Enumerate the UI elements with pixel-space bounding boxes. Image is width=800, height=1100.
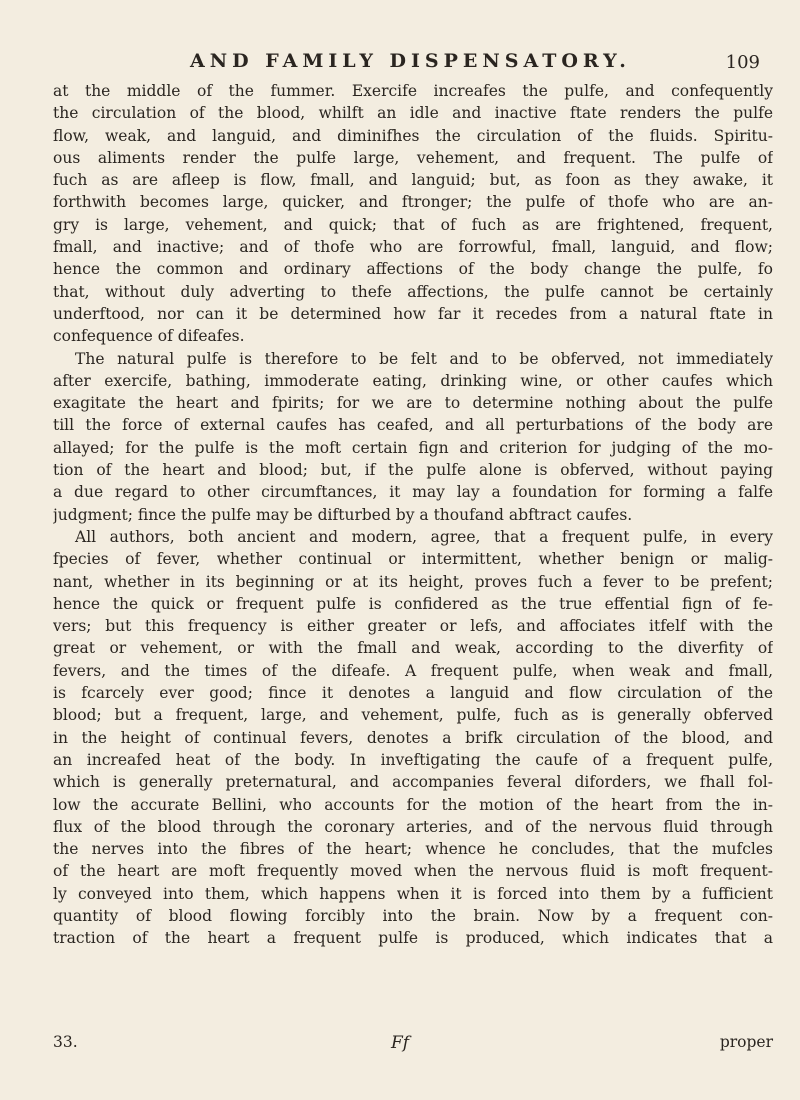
- text-line: nant, whether in its beginning or at its height, proves fuch a fever to be prefent;: [53, 572, 773, 591]
- text-line: fmall, and inactive; and of thofe who are forrowful, fmall, languid, and flow;: [53, 238, 773, 257]
- running-head: AND FAMILY DISPENSATORY.: [190, 50, 631, 72]
- text-line: judgment; fince the pulfe may be difturbed by a thoufand abftract caufes.: [53, 505, 633, 524]
- text-line: of the heart are moft frequently moved when the nervous fluid is moft frequent-: [53, 862, 773, 881]
- text-line: ous aliments render the pulfe large, vehement, and frequent. The pulfe of: [53, 148, 773, 167]
- text-line: hence the quick or frequent pulfe is confidered as the true effential fign of fe-: [53, 594, 773, 613]
- text-line: underftood, nor can it be determined how far it recedes from a natural ftate in: [53, 304, 773, 323]
- text-line: at the middle of the fummer. Exercife increafes the pulfe, and confequently: [53, 82, 773, 100]
- text-line: blood; but a frequent, large, and vehement, pulfe, fuch as is generally obferved: [53, 706, 773, 725]
- text-line: the nerves into the fibres of the heart; whence he concludes, that the mufcles: [53, 840, 773, 859]
- folio-signature: Ff: [391, 1033, 410, 1053]
- text-line: after exercife, bathing, immoderate eating, drinking wine, or other caufes which: [53, 371, 773, 390]
- text-line: vers; but this frequency is either greater or lefs, and affociates itfelf with the: [53, 617, 773, 636]
- text-line: hence the common and ordinary affections of the body change the pulfe, fo: [53, 260, 773, 279]
- page-header: [50, 50, 760, 80]
- text-line: which is generally preternatural, and accompanies feveral diforders, we fhall fol-: [53, 773, 773, 792]
- text-line: fevers, and the times of the difeafe. A frequent pulfe, when weak and fmall,: [53, 661, 773, 680]
- text-line: forthwith becomes large, quicker, and ftronger; the pulfe of thofe who are an-: [53, 193, 773, 212]
- paragraph: [53, 526, 773, 950]
- text-line: traction of the heart a frequent pulfe is produced, which indicates that a: [53, 929, 773, 948]
- text-line: an increafed heat of the body. In inveftigating the caufe of a frequent pulfe,: [53, 750, 773, 769]
- text-line: flow, weak, and languid, and diminifhes the circulation of the fluids. Spiritu-: [53, 126, 773, 145]
- text-line: fuch as are afleep is flow, fmall, and languid; but, as foon as they awake, it: [53, 171, 773, 190]
- signature-mark: 33.: [53, 1033, 78, 1051]
- page-footer: [53, 1033, 773, 1057]
- paragraph: [53, 348, 773, 526]
- body-text: [53, 80, 773, 950]
- text-line: the circulation of the blood, whilft an idle and inactive ftate renders the pulfe: [53, 104, 773, 123]
- text-line: fpecies of fever, whether continual or intermittent, whether benign or malig-: [53, 550, 773, 569]
- paragraph: [53, 80, 773, 348]
- catchword: proper: [719, 1033, 773, 1051]
- text-line: quantity of blood flowing forcibly into the brain. Now by a frequent con-: [53, 906, 773, 925]
- text-line: in the height of continual fevers, denotes a brifk circulation of the blood, and: [53, 728, 773, 747]
- text-line: till the force of external caufes has ceafed, and all perturbations of the body are: [53, 416, 773, 435]
- text-line: allayed; for the pulfe is the moft certain fign and criterion for judging of the mo-: [53, 438, 773, 457]
- text-line: that, without duly adverting to thefe affections, the pulfe cannot be certainly: [53, 282, 773, 301]
- text-line: confequence of difeafes.: [53, 327, 245, 346]
- text-line: ly conveyed into them, which happens when it is forced into them by a fufficient: [53, 884, 773, 903]
- text-line: gry is large, vehement, and quick; that of fuch as are frightened, frequent,: [53, 215, 773, 234]
- text-line: All authors, both ancient and modern, agree, that a frequent pulfe, in every: [75, 527, 773, 546]
- text-line: low the accurate Bellini, who accounts for the motion of the heart from the in-: [53, 795, 773, 814]
- text-line: flux of the blood through the coronary arteries, and of the nervous fluid through: [53, 817, 773, 836]
- text-line: The natural pulfe is therefore to be felt and to be obferved, not immediately: [75, 349, 773, 368]
- text-line: tion of the heart and blood; but, if the pulfe alone is obferved, without paying: [53, 461, 773, 480]
- text-line: is fcarcely ever good; fince it denotes a languid and flow circulation of the: [53, 684, 773, 703]
- text-line: great or vehement, or with the fmall and weak, according to the diverfity of: [53, 639, 773, 658]
- page-number: 109: [725, 52, 760, 73]
- text-line: exagitate the heart and fpirits; for we are to determine nothing about the pulfe: [53, 394, 773, 413]
- text-line: a due regard to other circumftances, it may lay a foundation for forming a falfe: [53, 483, 773, 502]
